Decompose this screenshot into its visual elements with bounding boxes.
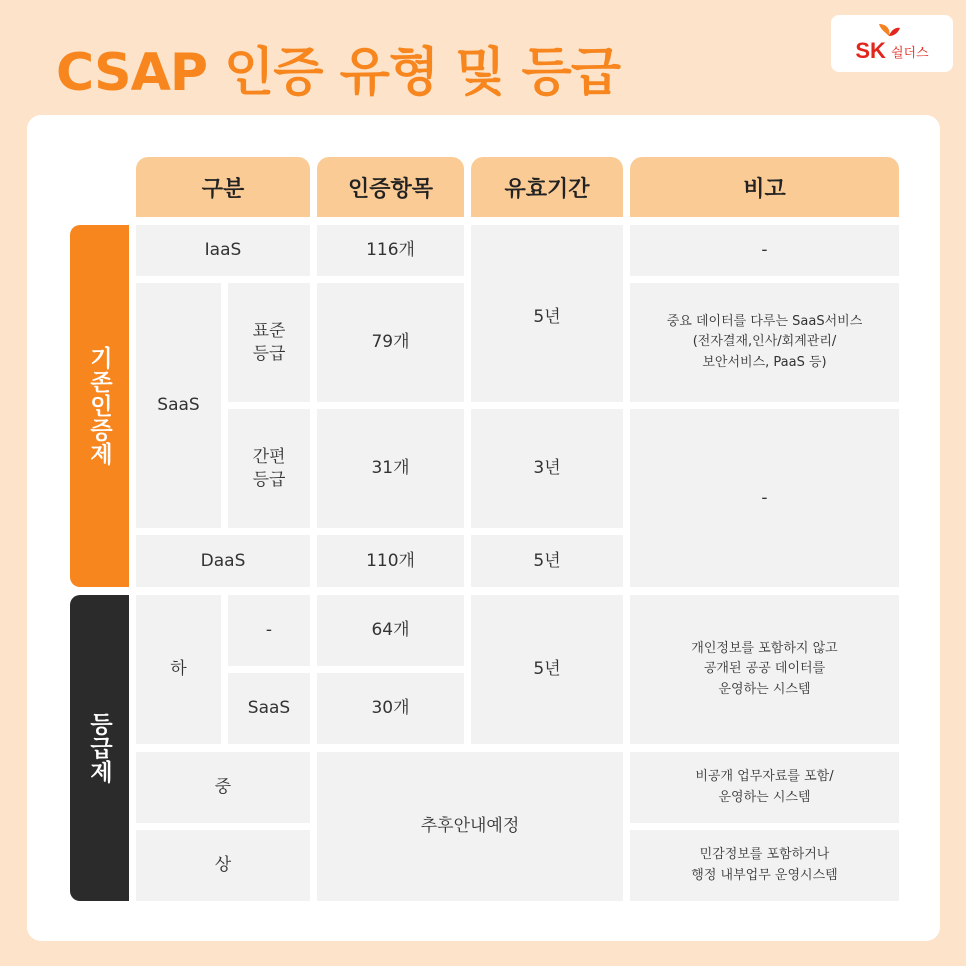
header-validity: 유효기간: [471, 157, 623, 217]
low-validity: 5년: [471, 595, 623, 744]
saas-simple-items: 31개: [317, 409, 464, 528]
header-note: 비고: [630, 157, 899, 217]
low-sub2-label: SaaS: [228, 673, 310, 744]
iaas-note: -: [630, 225, 899, 276]
mid-label: 중: [136, 752, 310, 823]
logo-sub-text: 쉴더스: [890, 46, 929, 61]
iaas-label: IaaS: [136, 225, 310, 276]
iaas-items: 116개: [317, 225, 464, 276]
daas-validity: 5년: [471, 535, 623, 587]
low-label: 하: [136, 595, 221, 744]
group-legacy-label: 기존인증제: [70, 225, 129, 587]
low-note: 개인정보를 포함하지 않고 공개된 공공 데이터를 운영하는 시스템: [630, 595, 899, 744]
header-items: 인증항목: [317, 157, 464, 217]
header-category: 구분: [136, 157, 310, 217]
iaas-saas-validity: 5년: [471, 225, 623, 402]
sk-shieldus-logo: [831, 15, 953, 72]
group-grade-label: 등급제: [70, 595, 129, 901]
mid-note: 비공개 업무자료를 포함/ 운영하는 시스템: [630, 752, 899, 823]
logo-sk-text: SK: [855, 37, 886, 63]
saas-standard-label: 표준 등급: [228, 283, 310, 402]
saas-simple-daas-note: -: [630, 409, 899, 587]
saas-label: SaaS: [136, 283, 221, 528]
mid-high-tbd: 추후안내예정: [317, 752, 623, 901]
saas-simple-validity: 3년: [471, 409, 623, 528]
low-sub1-items: 64개: [317, 595, 464, 666]
daas-label: DaaS: [136, 535, 310, 587]
page-title: CSAP 인증 유형 및 등급: [56, 43, 620, 103]
daas-items: 110개: [317, 535, 464, 587]
saas-standard-items: 79개: [317, 283, 464, 402]
high-label: 상: [136, 830, 310, 901]
saas-standard-note: 중요 데이터를 다루는 SaaS서비스 (전자결재,인사/회계관리/ 보안서비스, PaaS 등): [630, 283, 899, 402]
low-sub1-label: -: [228, 595, 310, 666]
saas-simple-label: 간편 등급: [228, 409, 310, 528]
high-note: 민감정보를 포함하거나 행정 내부업무 운영시스템: [630, 830, 899, 901]
butterfly-icon: [877, 22, 901, 42]
low-sub2-items: 30개: [317, 673, 464, 744]
